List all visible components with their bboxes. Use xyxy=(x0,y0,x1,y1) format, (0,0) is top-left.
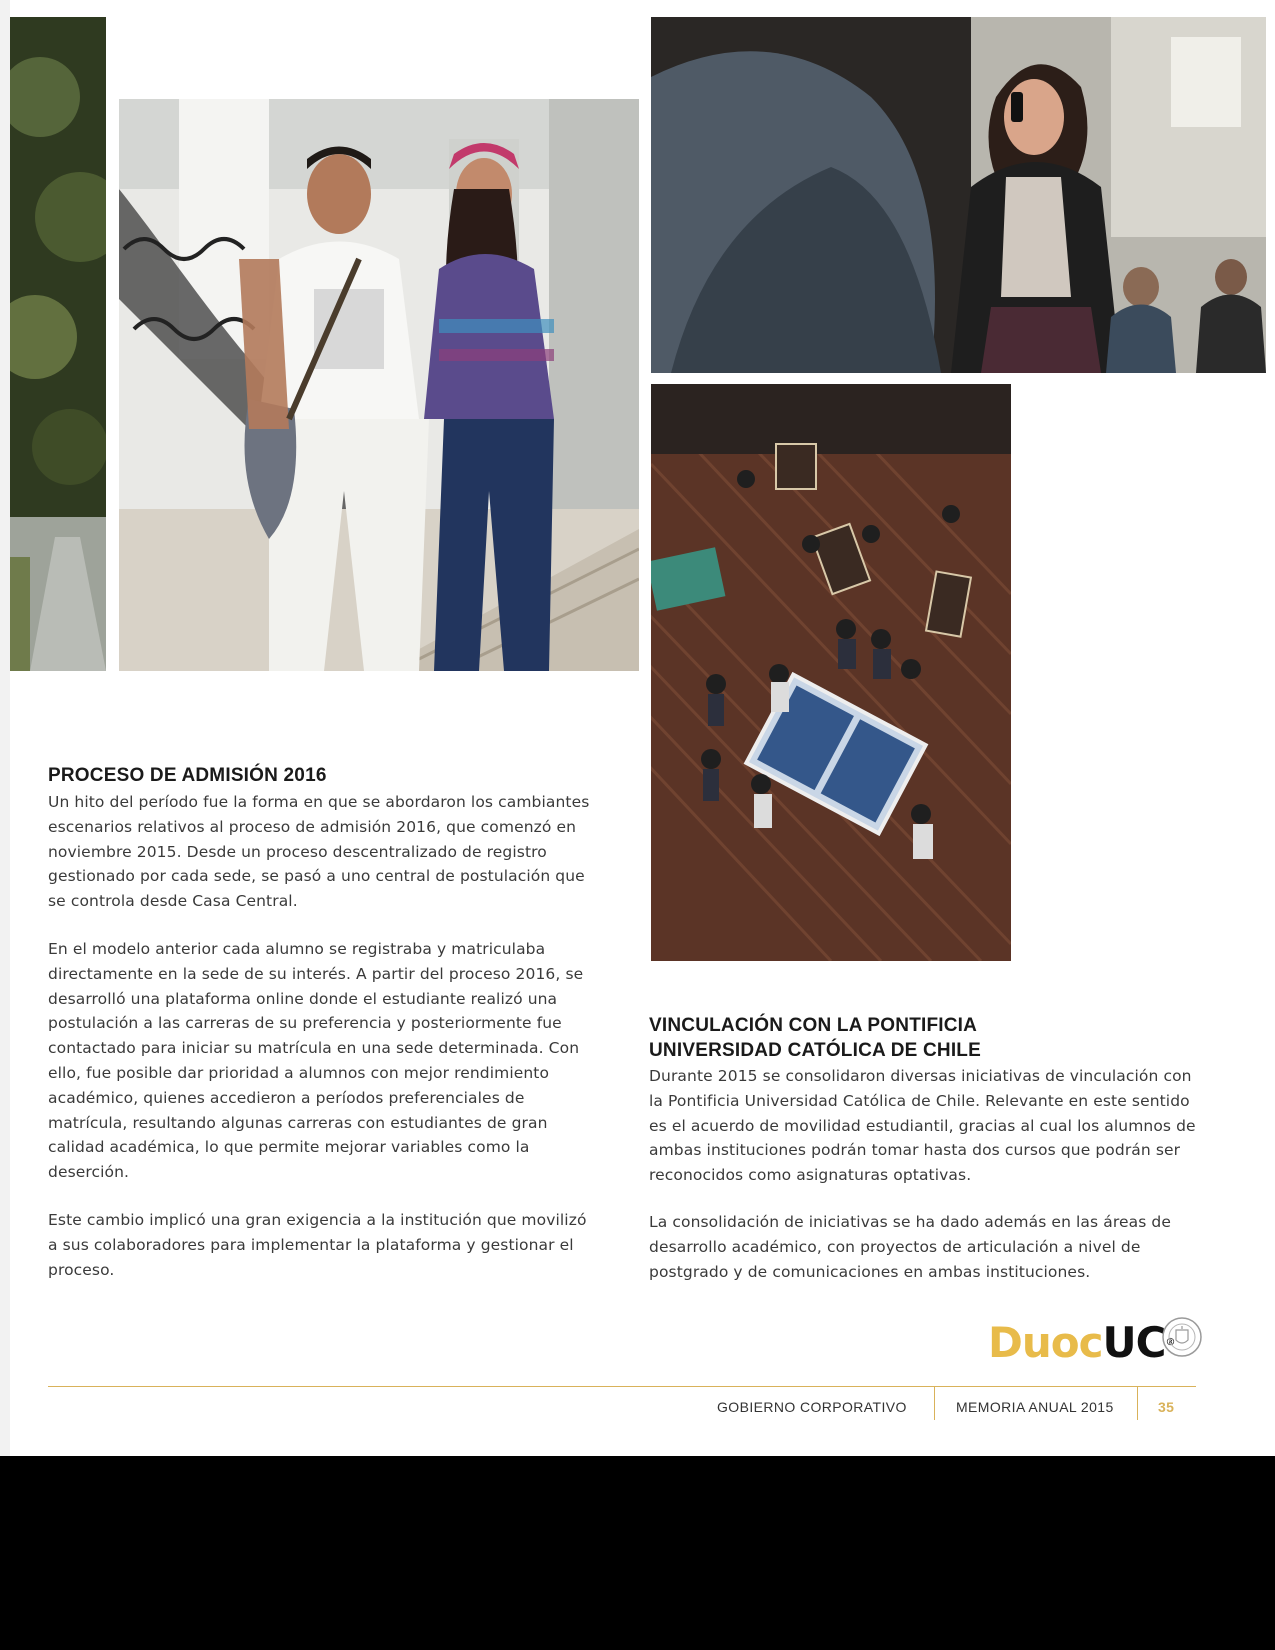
footer-section-label: GOBIERNO CORPORATIVO xyxy=(717,1399,907,1415)
phone-student-photo xyxy=(651,17,1266,373)
pontificia-heading-line-2: UNIVERSIDAD CATÓLICA DE CHILE xyxy=(649,1040,981,1061)
stairs-couple-photo xyxy=(119,99,639,671)
admission-paragraph-2: En el modelo anterior cada alumno se registraba y matriculaba directamente en la sede de su interés. A partir del proceso 2016, se desarrolló una plataforma online donde el estudiante realizó una postulación a las carreras de su preferencia y posteriormente fue contactado para iniciar su matrícula en una sede determinada. Con ello, fue posible dar prioridad a alumnos con mejor rendimiento académico, quienes accedieron a períodos preferenciales de matrícula, resultando algunas carreras con estudiantes de gran calidad académica, lo que permite mejorar variables como la deserción. xyxy=(48,940,584,1182)
footer-publication-label: MEMORIA ANUAL 2015 xyxy=(956,1399,1114,1415)
pontificia-paragraph-1: Durante 2015 se consolidaron diversas iniciativas de vinculación con la Pontificia Universidad Católica de Chile. Relevante en este sentido es el acuerdo de movilidad estudiantil, gracias al cual los alumnos de ambas instituciones podrán tomar hasta dos cursos que podrán ser reconocidos como asignaturas optativas. xyxy=(649,1067,1196,1185)
scan-black-band xyxy=(0,1456,1275,1650)
page-number: 35 xyxy=(1158,1399,1175,1415)
logo-uc-text: UC xyxy=(1102,1318,1166,1367)
university-seal-icon xyxy=(1161,1316,1203,1358)
footer-divider-1 xyxy=(934,1386,935,1420)
logo-registered-mark: ® xyxy=(1165,1337,1175,1348)
duoc-uc-logo xyxy=(988,1318,1174,1368)
hall-games-photo xyxy=(651,384,1011,961)
footer-rule xyxy=(48,1386,1196,1387)
admission-paragraph-3: Este cambio implicó una gran exigencia a la institución que movilizó a sus colaboradores para implementar la plataforma y gestionar el proceso. xyxy=(48,1211,587,1279)
pontificia-heading-line-1: VINCULACIÓN CON LA PONTIFICIA xyxy=(649,1015,978,1036)
admission-paragraph-1: Un hito del período fue la forma en que se abordaron los cambiantes escenarios relativos al proceso de admisión 2016, que comenzó en noviembre 2015. Desde un proceso descentralizado de registro gestionado por cada sede, se pasó a uno central de postulación que se controla desde Casa Central. xyxy=(48,793,590,911)
logo-duoc-text: Duoc xyxy=(988,1318,1103,1367)
footer-divider-2 xyxy=(1137,1386,1138,1420)
tree-strip-photo xyxy=(10,17,106,671)
page-edge xyxy=(0,0,10,1650)
pontificia-heading xyxy=(649,1013,1209,1063)
pontificia-paragraph-2: La consolidación de iniciativas se ha dado además en las áreas de desarrollo académico, con proyectos de articulación a nivel de postgrado y de comunicaciones en ambas instituciones. xyxy=(649,1213,1171,1281)
admission-heading: PROCESO DE ADMISIÓN 2016 xyxy=(48,765,327,786)
